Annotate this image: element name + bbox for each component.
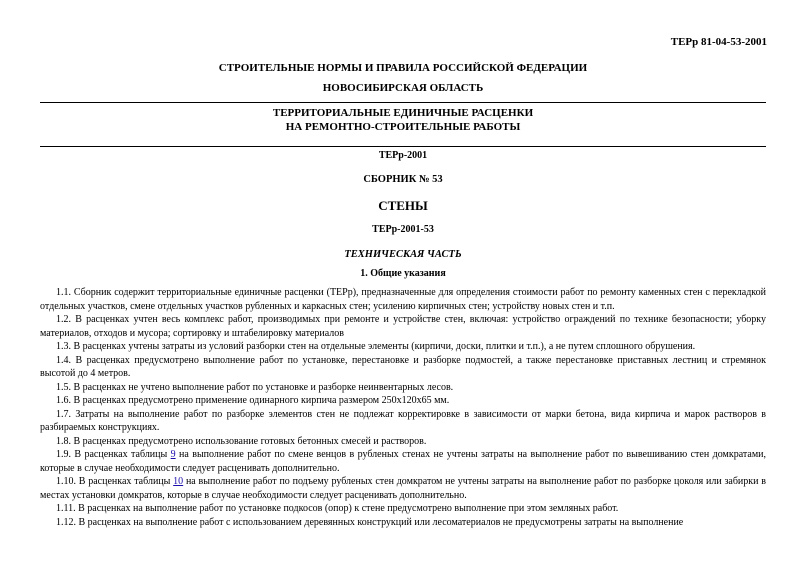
divider-top: [40, 102, 766, 103]
terp-label: ТЕРр-2001: [378, 150, 428, 161]
org-heading: СТРОИТЕЛЬНЫЕ НОРМЫ И ПРАВИЛА РОССИЙСКОЙ ФЕДЕРАЦИИ: [218, 62, 588, 74]
region-heading: НОВОСИБИРСКАЯ ОБЛАСТЬ: [322, 82, 484, 94]
paragraph-1-6: 1.6. В расценках предусмотрено применение одинарного кирпича размером 250x120x65 мм.: [56, 395, 450, 406]
paragraph-1-2: 1.2. В расценках учтен весь комплекс работ, производимых при ремонте и устройстве стен, включая: устройство ограждений по технике безопасности; уборку материалов, отходов и мусора; сортировку и штабелировку материалов: [40, 314, 766, 339]
part-title: ТЕХНИЧЕСКАЯ ЧАСТЬ: [344, 249, 462, 260]
paragraph-1-1: 1.1. Сборник содержит территориальные единичные расценки (ТЕРр), предназначенные для определения стоимости работ по ремонту каменных стен с перекладкой отдельных участков, смене отдельных участков рубленных и каркасных стен; усилению кирпичных стен; устройству новых стен и т.п.: [40, 287, 766, 312]
paragraph-1-12: 1.12. В расценках на выполнение работ с использованием деревянных конструкций или лесоматериалов не предусмотрены затраты на выполнение: [56, 516, 684, 528]
paragraph-1-3: 1.3. В расценках учтены затраты из условий разборки стен на отдельные элементы (кирпичи, доски, плитки и т.п.), а не путем сплошного обрушения.: [56, 341, 696, 352]
paragraph-1-7: 1.7. Затраты на выполнение работ по разборке элементов стен не подлежат корректировке в зависимости от марки бетона, вида кирпича и марок растворов в разбираемых конструкциях.: [40, 408, 766, 433]
title-line-1: ТЕРРИТОРИАЛЬНЫЕ ЕДИНИЧНЫЕ РАСЦЕНКИ: [272, 107, 534, 119]
document-body: [40, 286, 766, 529]
section-title: СТЕНЫ: [378, 198, 428, 213]
paragraph-1-9: [40, 448, 766, 475]
subsection-title: 1. Общие указания: [360, 268, 446, 279]
paragraph-1-10-end: на выполнение работ по подъему рубленых стен домкратом не учтены затраты на выполнение работ по разборке цоколя или забирки в местах установки домкратов, которые в случае необходимости следует расценивать дополнительно.: [40, 476, 767, 501]
divider-bottom: [40, 146, 766, 147]
title-line-2: НА РЕМОНТНО-СТРОИТЕЛЬНЫЕ РАБОТЫ: [285, 121, 521, 133]
document-code: ТЕРр 81-04-53-2001: [670, 36, 767, 48]
table-10-link[interactable]: 10: [173, 476, 184, 487]
table-9-link[interactable]: 9: [170, 449, 176, 460]
collection-number: СБОРНИК № 53: [363, 174, 443, 185]
paragraph-1-5: 1.5. В расценках не учтено выполнение работ по установке и разборке неинвентарных лесов.: [56, 381, 454, 393]
paragraph-1-9-start: 1.9. В расценках таблицы: [56, 449, 171, 460]
terp-code: ТЕРр-2001-53: [372, 224, 434, 235]
paragraph-1-9-end: на выполнение работ по смене венцов в рубленых стенах не учтены затраты на выполнение работ по вывешиванию стен домкратами, которые в случае необходимости следует расценивать дополнительно.: [40, 449, 766, 474]
paragraph-1-10-start: 1.10. В расценках таблицы: [56, 476, 174, 487]
paragraph-1-10: [40, 475, 766, 502]
paragraph-1-4: 1.4. В расценках предусмотрено выполнение работ по установке, перестановке и разборке подмостей, а также перестановке приставных лестниц и стремянок высотой до 4 метров.: [40, 354, 766, 379]
paragraph-1-8: 1.8. В расценках предусмотрено использование готовых бетонных смесей и растворов.: [56, 435, 427, 447]
paragraph-1-11: 1.11. В расценках на выполнение работ по установке подкосов (опор) к стене предусмотрено выполнение при этом земляных работ.: [56, 503, 619, 514]
